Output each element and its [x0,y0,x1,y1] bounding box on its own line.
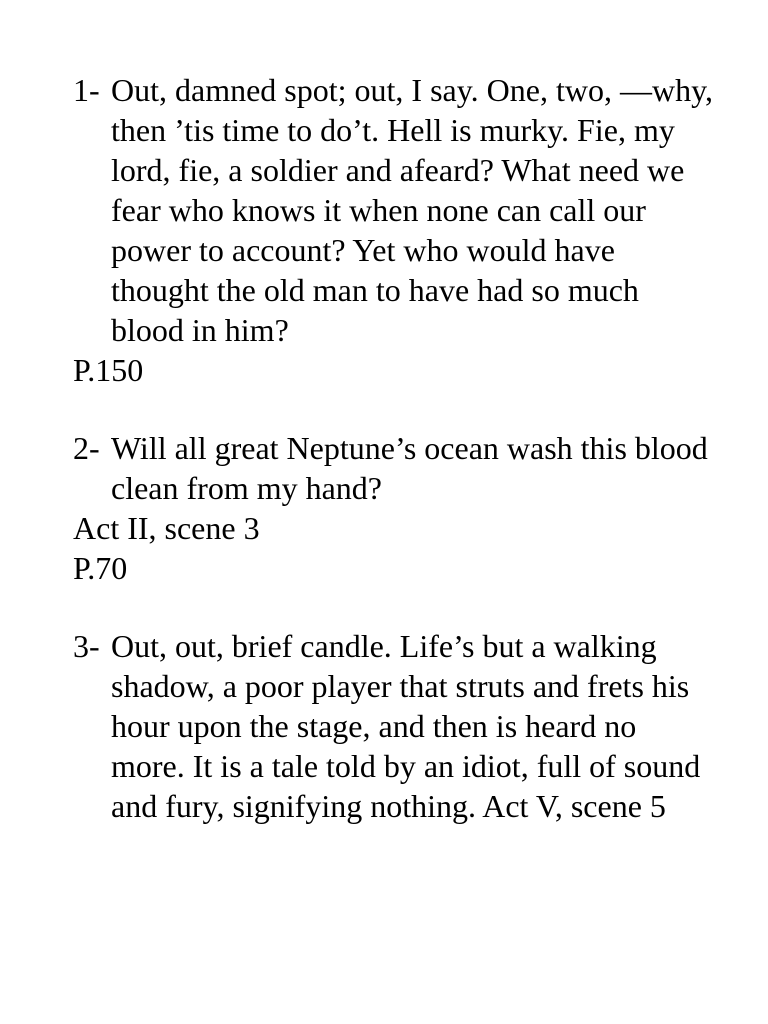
act-scene-reference: Act II, scene 3 [73,510,260,546]
quote-1 [73,70,713,390]
quote-document [73,70,713,826]
quote-item [73,428,713,508]
quote-number: 2- [73,430,100,466]
spacer [73,390,713,428]
quote-number: 1- [73,72,100,108]
quote-item [73,70,713,350]
quote-number: 3- [73,628,100,664]
page-reference: P.150 [73,352,144,388]
spacer [73,588,713,626]
quote-2 [73,428,713,588]
quote-3 [73,626,713,826]
quote-text: Out, damned spot; out, I say. One, two, —why, then ’tis time to do’t. Hell is murky. Fie, my lord, fie, a soldier and afeard? What need we fear who knows it when none can call our power to account? Yet who would have thought the old man to have had so much blood in him? [111,72,713,348]
quote-text: Will all great Neptune’s ocean wash this blood clean from my hand? [111,430,708,506]
quote-item [73,626,713,826]
quote-text: Out, out, brief candle. Life’s but a walking shadow, a poor player that struts and frets his hour upon the stage, and then is heard no more. It is a tale told by an idiot, full of sound and fury, signifying nothing. Act V, scene 5 [111,628,701,824]
page-reference: P.70 [73,550,128,586]
